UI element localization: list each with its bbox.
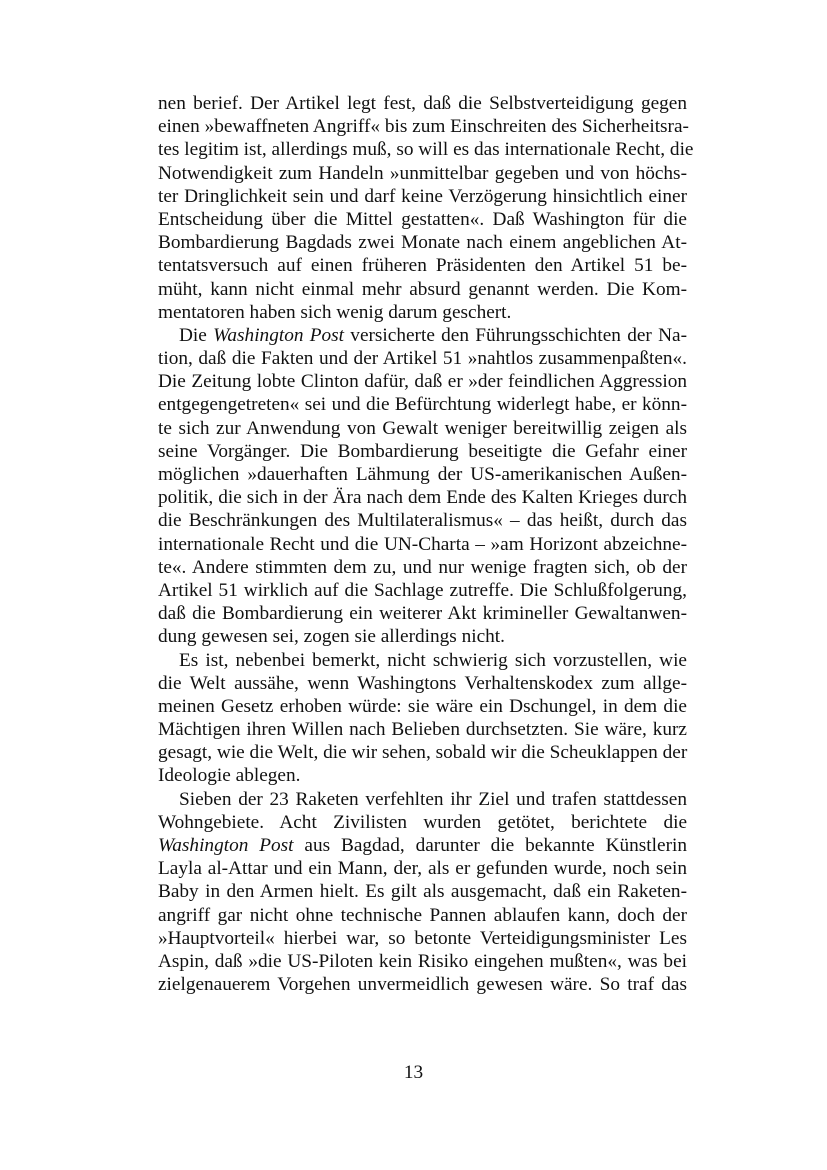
text-line: die Welt aussähe, wenn Washingtons Verhaltenskodex zum allge- bbox=[158, 672, 687, 694]
text-line: gesagt, wie die Welt, die wir sehen, sobald wir die Scheuklappen der bbox=[158, 742, 688, 764]
text-line: Aspin, daß »die US-Piloten kein Risiko eingehen mußten«, was bei bbox=[158, 950, 687, 972]
body-text bbox=[158, 92, 694, 996]
text-line: Sieben der 23 Raketen verfehlten ihr Ziel und trafen stattdessen bbox=[179, 788, 687, 810]
text-line: Mächtigen ihren Willen nach Belieben durchsetzten. Sie wäre, kurz bbox=[158, 719, 687, 741]
text-line: ter Dringlichkeit sein und darf keine Verzögerung hinsichtlich einer bbox=[158, 185, 687, 207]
text-line: Baby in den Armen hielt. Es gilt als ausgemacht, daß ein Raketen- bbox=[158, 881, 687, 903]
text-line: Wohngebiete. Acht Zivilisten wurden getötet, berichtete die bbox=[158, 811, 687, 833]
italic-title: Washington Post bbox=[213, 324, 345, 346]
text-line: tes legitim ist, allerdings muß, so will es das internationale Recht, die bbox=[158, 139, 694, 161]
text-line: Layla al-Attar und ein Mann, der, als er gefunden wurde, noch sein bbox=[158, 858, 687, 880]
italic-title: Washington Post bbox=[158, 835, 294, 856]
text-line: daß die Bombardierung ein weiterer Akt krimineller Gewaltanwen- bbox=[158, 603, 687, 625]
text-line: mentatoren haben sich wenig darum geschert. bbox=[158, 301, 512, 323]
text-line: Es ist, nebenbei bemerkt, nicht schwierig sich vorzustellen, wie bbox=[179, 649, 687, 671]
text-line: te sich zur Anwendung von Gewalt weniger bereitwillig zeigen als bbox=[158, 417, 687, 439]
text-line: »Hauptvorteil« hierbei war, so betonte Verteidigungsminister Les bbox=[158, 927, 687, 949]
text-line: Die Zeitung lobte Clinton dafür, daß er »der feindlichen Aggression bbox=[158, 371, 687, 393]
text-line bbox=[158, 834, 687, 857]
text-line: tentatsversuch auf einen früheren Präsidenten den Artikel 51 be- bbox=[158, 255, 687, 277]
text-line: Entscheidung über die Mittel gestatten«. Daß Washington für die bbox=[158, 208, 687, 230]
text-line: angriff gar nicht ohne technische Pannen ablaufen kann, doch der bbox=[158, 904, 687, 926]
text-line: tion, daß die Fakten und der Artikel 51 »nahtlos zusammenpaßten«. bbox=[158, 348, 687, 370]
text-line: müht, kann nicht einmal mehr absurd genannt werden. Die Kom- bbox=[158, 278, 687, 300]
text-line: Notwendigkeit zum Handeln »unmittelbar gegeben und von höchs- bbox=[158, 162, 687, 184]
text-line: einen »bewaffneten Angriff« bis zum Einschreiten des Sicherheitsra- bbox=[158, 116, 689, 138]
text-line: internationale Recht und die UN-Charta – »am Horizont abzeichne- bbox=[158, 533, 687, 555]
text-line: seine Vorgänger. Die Bombardierung beseitigte die Gefahr einer bbox=[158, 440, 687, 462]
text-segment: aus Bagdad, darunter die bekannte Künstlerin bbox=[293, 835, 687, 856]
text-line: meinen Gesetz erhoben würde: sie wäre ein Dschungel, in dem die bbox=[158, 695, 687, 717]
text-line: Bombardierung Bagdads zwei Monate nach einem angeblichen At- bbox=[158, 232, 687, 254]
text-segment: Die bbox=[179, 324, 214, 346]
text-line: entgegengetreten« sei und die Befürchtung widerlegt habe, er könn- bbox=[158, 394, 687, 416]
text-line: politik, die sich in der Ära nach dem Ende des Kalten Krieges durch bbox=[158, 487, 687, 509]
text-line: Ideologie ablegen. bbox=[158, 765, 301, 787]
text-line: nen berief. Der Artikel legt fest, daß die Selbstverteidigung gegen bbox=[158, 93, 687, 114]
text-line: te«. Andere stimmten dem zu, und nur wenige fragten sich, ob der bbox=[158, 556, 687, 578]
text-line: möglichen »dauerhaften Lähmung der US-amerikanischen Außen- bbox=[158, 464, 687, 485]
text-line: zielgenauerem Vorgehen unvermeidlich gewesen wäre. So traf das bbox=[158, 974, 687, 996]
text-segment: versicherte den Führungsschichten der Na- bbox=[344, 324, 687, 346]
text-line: die Beschränkungen des Multilateralismus« – das heißt, durch das bbox=[158, 510, 687, 532]
text-line: dung gewesen sei, zogen sie allerdings nicht. bbox=[158, 626, 505, 648]
text-line: Artikel 51 wirklich auf die Sachlage zutreffe. Die Schlußfolgerung, bbox=[158, 579, 687, 601]
text-line bbox=[158, 324, 687, 347]
page-number: 13 bbox=[403, 1062, 424, 1083]
